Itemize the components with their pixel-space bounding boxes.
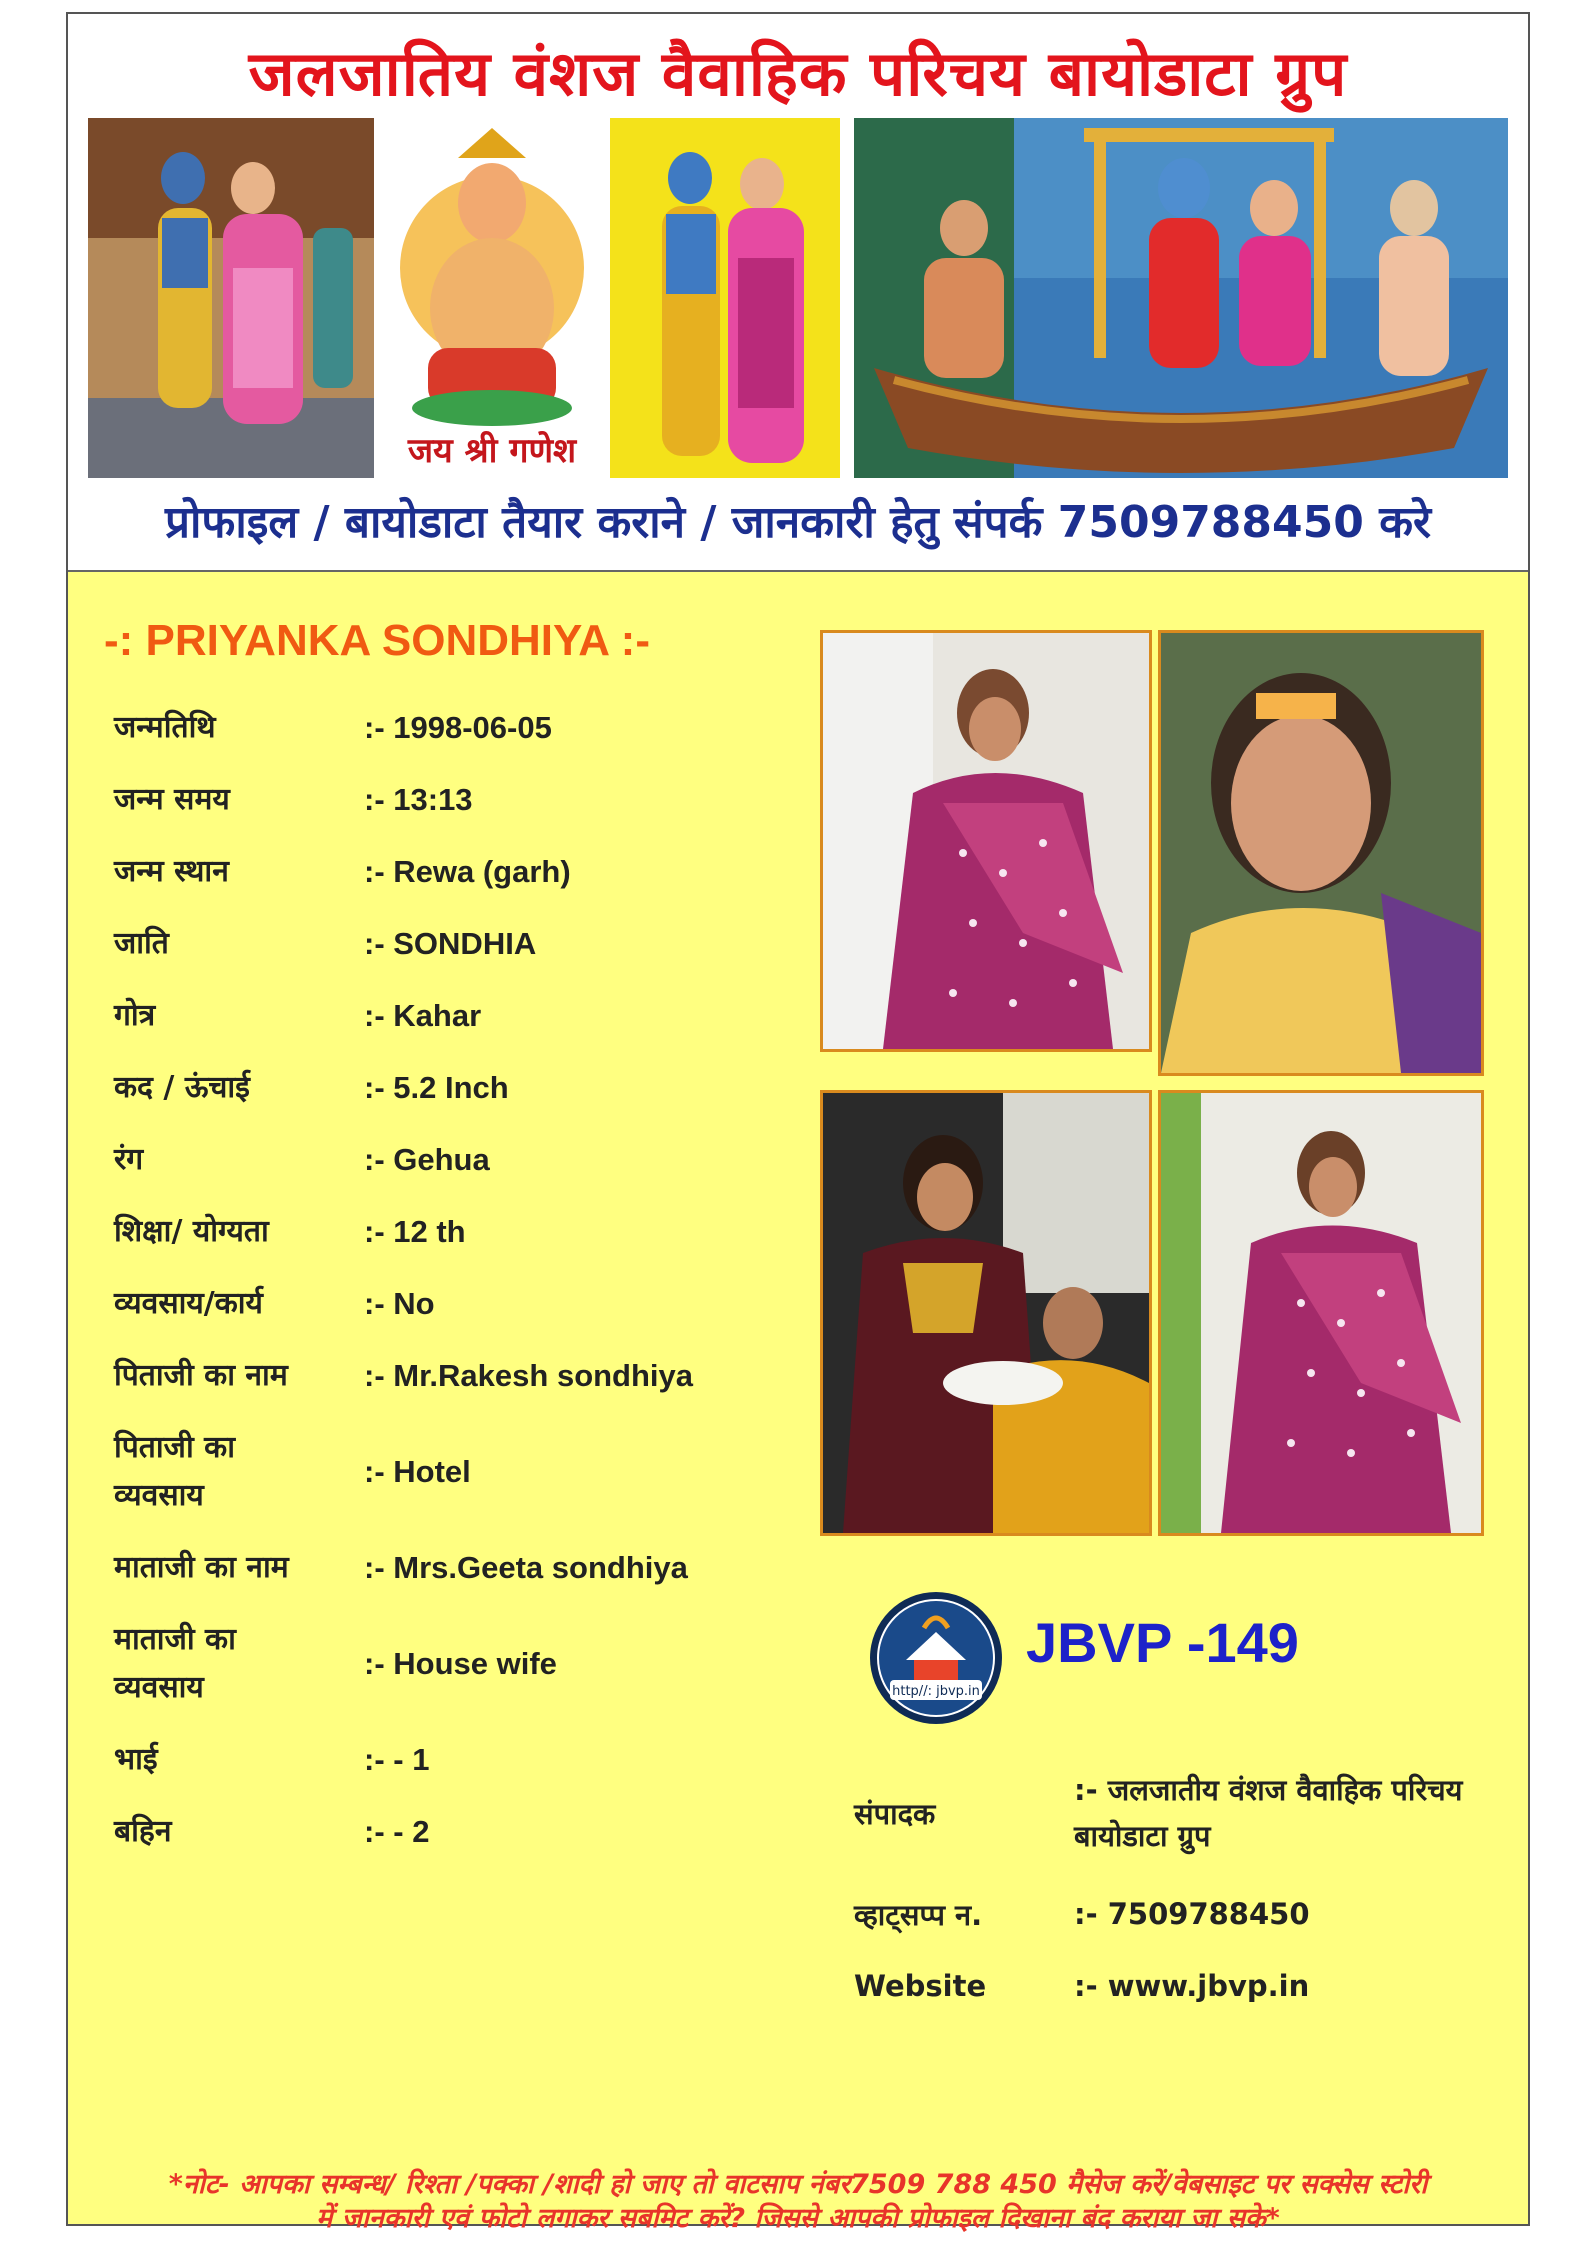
candidate-photo-2 (1158, 630, 1484, 1076)
profile-fields (114, 692, 814, 1868)
footer-note (68, 2168, 1528, 2236)
candidate-photo-4 (1158, 1090, 1484, 1536)
editor-value: :- www.jbvp.in (1074, 1969, 1310, 2003)
header-banner (68, 14, 1528, 572)
field-label: जन्म स्थान (114, 854, 229, 889)
field-label: जन्मतिथि (114, 710, 216, 745)
field-value: :- No (364, 1286, 435, 1321)
field-value: :- 5.2 Inch (364, 1070, 509, 1105)
candidate-photo-3 (820, 1090, 1152, 1536)
field-row (114, 908, 814, 980)
editor-value: :- 7509788450 (1074, 1897, 1310, 1931)
field-row (114, 1796, 814, 1868)
contact-line: प्रोफाइल / बायोडाटा तैयार कराने / जानकारी हेतु संपर्क 7509788450 करे (164, 497, 1431, 548)
ram-sita-standing-image (610, 118, 840, 478)
editor-row (854, 1950, 1504, 2022)
field-row (114, 1340, 814, 1412)
ganesh-image (388, 118, 596, 478)
field-label: माताजी का नाम (114, 1550, 289, 1585)
field-row (114, 836, 814, 908)
field-value: :- 1998-06-05 (364, 710, 552, 745)
field-label: रंग (114, 1142, 144, 1177)
field-row (114, 764, 814, 836)
editor-row (854, 1748, 1504, 1878)
field-label: माताजी का व्यवसाय (114, 1622, 236, 1705)
field-label: जन्म समय (114, 782, 230, 817)
note-line-2: में जानकारी एवं फोटो लगाकर सबमिट करें? जिससे आपकी प्रोफाइल दिखाना बंद कराया जा सके* (316, 2203, 1280, 2234)
field-row (114, 1268, 814, 1340)
field-label: जाति (114, 926, 169, 961)
website-badge (866, 1588, 1006, 1728)
field-label: व्यवसाय/कार्य (114, 1286, 263, 1321)
field-row (114, 1532, 814, 1604)
field-label: गोत्र (114, 998, 156, 1033)
field-row (114, 1724, 814, 1796)
profile-panel (68, 572, 1528, 2234)
field-row (114, 980, 814, 1052)
field-value: :- Hotel (364, 1454, 471, 1489)
badge-text: http//: jbvp.in (892, 1684, 980, 1699)
ram-sita-wedding-image (88, 118, 374, 478)
editor-info (854, 1748, 1504, 2022)
field-value: :- 12 th (364, 1214, 466, 1249)
field-label: शिक्षा/ योग्यता (114, 1214, 269, 1249)
field-label: पिताजी का व्यवसाय (114, 1430, 235, 1513)
field-value: :- - 2 (364, 1814, 430, 1849)
field-value: :- Gehua (364, 1142, 490, 1177)
field-value: :- - 1 (364, 1742, 430, 1777)
field-value: :- 13:13 (364, 782, 473, 817)
field-row (114, 1412, 814, 1532)
ganesh-caption: जय श्री गणेश (407, 431, 577, 471)
field-row (114, 692, 814, 764)
candidate-name: -: PRIYANKA SONDHIYA :- (104, 616, 650, 665)
banner-images (88, 118, 1508, 478)
editor-row (854, 1878, 1504, 1950)
field-label: कद / ऊंचाई (114, 1070, 250, 1105)
field-row (114, 1196, 814, 1268)
boat-scene-image (854, 118, 1508, 478)
candidate-photo-1 (820, 630, 1152, 1052)
editor-label: संपादक (854, 1796, 936, 1831)
field-value: :- Mr.Rakesh sondhiya (364, 1358, 694, 1393)
field-value: :- Rewa (garh) (364, 854, 571, 889)
photo-grid (820, 630, 1500, 1530)
editor-label: व्हाट्सप्प न. (854, 1897, 983, 1932)
profile-id: JBVP -149 (1026, 1611, 1299, 1674)
editor-label: Website (854, 1969, 987, 2003)
field-value: :- Kahar (364, 998, 482, 1033)
field-label: भाई (114, 1742, 158, 1777)
field-label: बहिन (114, 1814, 172, 1849)
field-row (114, 1052, 814, 1124)
banner-title: जलजातिय वंशज वैवाहिक परिचय बायोडाटा ग्रुप (248, 37, 1348, 110)
field-label: पिताजी का नाम (114, 1358, 288, 1393)
field-value: :- Mrs.Geeta sondhiya (364, 1550, 688, 1585)
field-value: :- House wife (364, 1646, 557, 1681)
note-line-1: *नोट- आपका सम्बन्ध/ रिश्ता /पक्का /शादी हो जाए तो वाटसाप नंबर7509 788 450 मैसेज करें/वेबसाइट पर सक्सेस स्टोरी (168, 2169, 1428, 2200)
biodata-sheet (66, 12, 1530, 2234)
field-row (114, 1604, 814, 1724)
field-row (114, 1124, 814, 1196)
field-value: :- SONDHIA (364, 926, 537, 961)
editor-value: :- जलजातीय वंशज वैवाहिक परिचय बायोडाटा ग्रुप (1074, 1773, 1463, 1853)
